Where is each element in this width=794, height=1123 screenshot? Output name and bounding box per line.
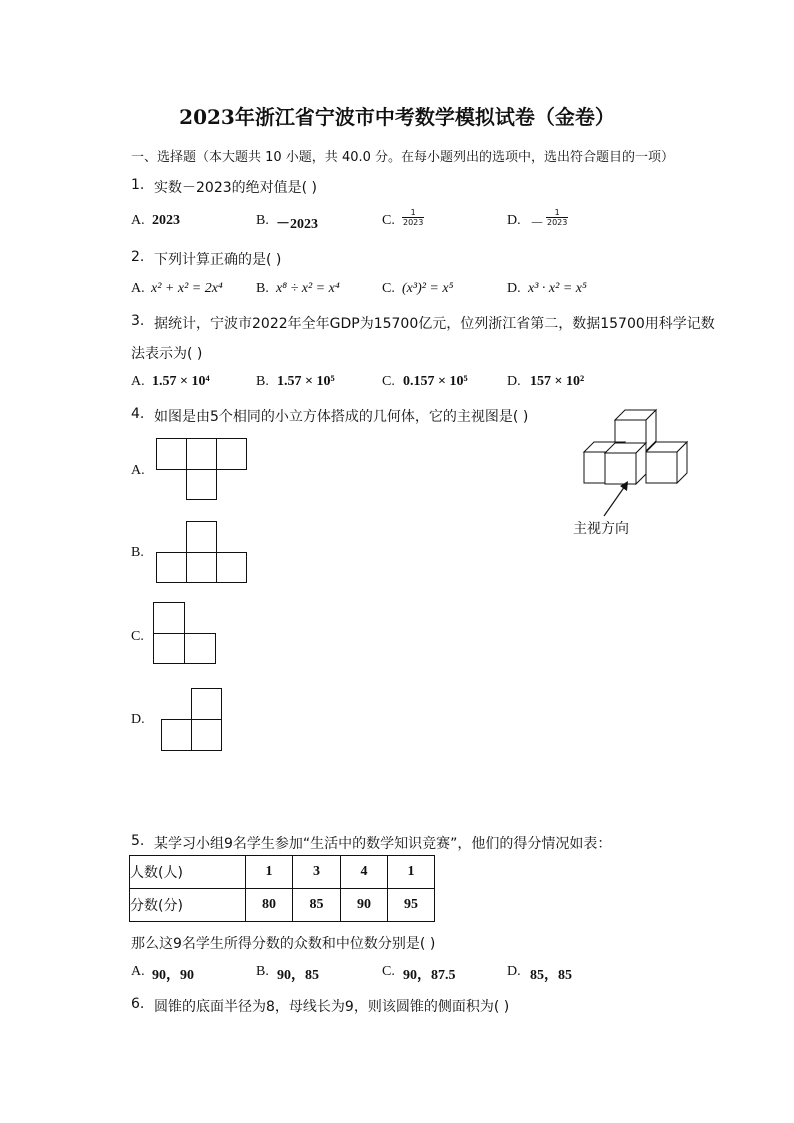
table-row: [130, 889, 435, 922]
q1-option-b-label: B.: [256, 213, 269, 228]
q1-option-b-text: －2023: [276, 217, 318, 232]
q1-option-d-fraction: [546, 207, 568, 227]
q2-option-d-text: x³ · x² = x⁵: [528, 281, 587, 296]
q4-option-d-label: D.: [131, 712, 145, 727]
q1-option-d-prefix: －: [530, 217, 544, 232]
q5-option-b-label: B.: [256, 964, 269, 979]
section-heading: 一、选择题（本大题共 10 小题，共 40.0 分。在每小题列出的选项中，选出符合题目的一项）: [131, 150, 675, 165]
table-cell: 85: [293, 889, 341, 922]
q5-option-d-label: D.: [507, 964, 521, 979]
table-cell: 90: [341, 889, 388, 922]
table-cell: 80: [246, 889, 293, 922]
q3-option-a-text: 1.57 × 10⁴: [152, 374, 210, 389]
q5-option-b-text: 90，85: [277, 968, 319, 983]
q4-option-b-label: B.: [131, 545, 144, 560]
question-6-number: 6.: [131, 996, 145, 1012]
table-cell: 95: [388, 889, 435, 922]
q4-option-d-figure: [161, 688, 224, 752]
q4-option-c-label: C.: [131, 629, 144, 644]
q3-option-c-text: 0.157 × 10⁵: [403, 374, 468, 389]
q3-option-c-label: C.: [382, 374, 395, 389]
question-2-stem: 下列计算正确的是( ): [154, 252, 282, 268]
fraction-denominator: 2023: [547, 218, 568, 227]
q2-option-a-text: x² + x² = 2x⁴: [151, 281, 223, 296]
fraction-denominator: 2023: [403, 218, 424, 227]
q3-option-d-text: 157 × 10²: [530, 374, 585, 389]
table-cell: 3: [293, 856, 341, 889]
q1-option-c-fraction: [402, 207, 424, 227]
fraction-numerator: 1: [546, 208, 568, 218]
q4-option-a-label: A.: [131, 463, 145, 478]
question-3-stem-line1: 据统计，宁波市2022年全年GDP为15700亿元，位列浙江省第二，数据15700用科学记数: [154, 316, 715, 332]
table-cell: 1: [246, 856, 293, 889]
q1-option-a-label: A.: [131, 213, 145, 228]
question-3-stem-line2: 法表示为( ): [131, 346, 203, 362]
q3-option-d-label: D.: [507, 374, 521, 389]
q4-option-c-figure: [153, 602, 217, 665]
question-5-number: 5.: [131, 833, 145, 849]
q3-option-b-text: 1.57 × 10⁵: [277, 374, 335, 389]
question-1-stem: 实数－2023的绝对值是( ): [154, 180, 318, 196]
table-row-header: 分数(分): [130, 889, 246, 922]
question-6-stem: 圆锥的底面半径为8，母线长为9，则该圆锥的侧面积为( ): [154, 999, 510, 1015]
table-cell: 4: [341, 856, 388, 889]
score-table: [129, 855, 435, 922]
q1-option-c-label: C.: [382, 213, 395, 228]
question-1-number: 1.: [131, 177, 145, 193]
table-row: [130, 856, 435, 889]
exam-title: 2023年浙江省宁波市中考数学模拟试卷（金卷）: [179, 105, 615, 129]
view-direction-caption: 主视方向: [573, 521, 629, 537]
q5-option-a-text: 90，90: [152, 968, 194, 983]
question-4-stem: 如图是由5个相同的小立方体搭成的几何体，它的主视图是( ): [154, 409, 529, 425]
q5-option-c-label: C.: [382, 964, 395, 979]
q2-option-a-label: A.: [131, 281, 145, 296]
q4-option-b-figure: [156, 521, 249, 584]
q1-option-d-label: D.: [507, 213, 521, 228]
table-cell: 1: [388, 856, 435, 889]
question-4-number: 4.: [131, 406, 145, 422]
q3-option-a-label: A.: [131, 374, 145, 389]
question-5-stem: 某学习小组9名学生参加“生活中的数学知识竞赛”，他们的得分情况如表：: [154, 836, 612, 852]
q3-option-b-label: B.: [256, 374, 269, 389]
q2-option-c-label: C.: [382, 281, 395, 296]
question-3-number: 3.: [131, 313, 145, 329]
question-2-number: 2.: [131, 249, 145, 265]
view-direction-arrow: [600, 470, 640, 520]
question-5-follow: 那么这9名学生所得分数的众数和中位数分别是( ): [131, 936, 436, 952]
q5-option-d-text: 85，85: [530, 968, 572, 983]
q2-option-b-text: x⁸ ÷ x² = x⁴: [276, 281, 340, 296]
q5-option-a-label: A.: [131, 964, 145, 979]
q2-option-b-label: B.: [256, 281, 269, 296]
fraction-numerator: 1: [402, 208, 424, 218]
table-row-header: 人数(人): [130, 856, 246, 889]
q5-option-c-text: 90，87.5: [403, 968, 456, 983]
q1-option-a-text: 2023: [152, 213, 180, 228]
q4-option-a-figure: [156, 438, 249, 501]
q2-option-c-text: (x³)² = x⁵: [402, 281, 454, 296]
q2-option-d-label: D.: [507, 281, 521, 296]
